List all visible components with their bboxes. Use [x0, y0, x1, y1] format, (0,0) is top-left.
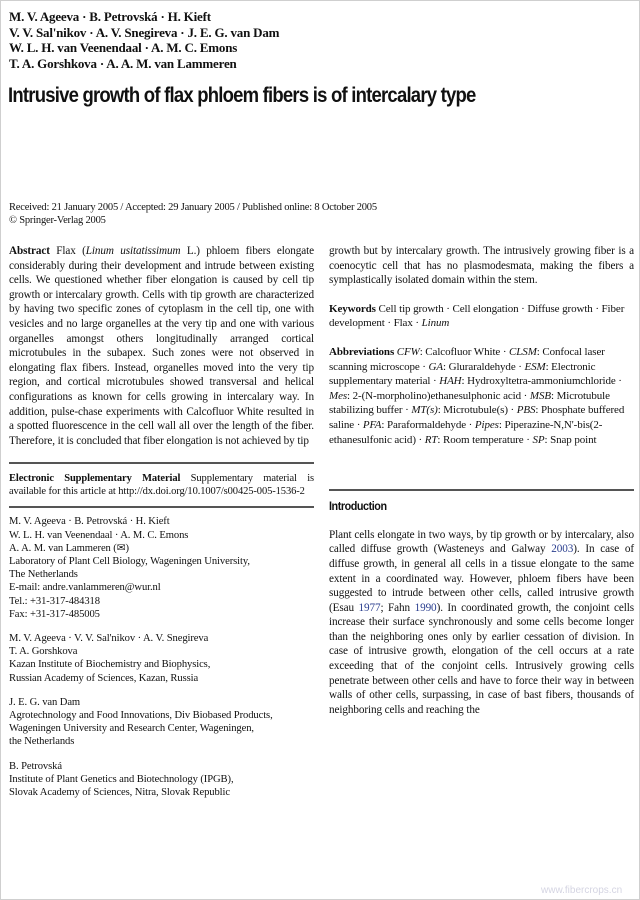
abstract-label: Abstract — [9, 245, 50, 257]
divider — [9, 506, 314, 508]
citation-link[interactable]: 1977 — [358, 601, 381, 614]
abstract: Abstract Flax (Linum usitatissimum L.) phloem fibers elongate considerably during their development and intrude between existing cells. We questioned whether fiber elongation is caused by cell tip growth or intercalary growth. Cells with tip growth are characterized by having two specific zones of cytoplasm in the cell tip, one with vesicles and no large organelles at the very tip and one with various organelles amongst others longitudinally arranged cortical microtubules in the subapex. Such zones were not observed in elongating flax fibers. Instead, organelles moved into the very tip region, and cortical microtubules showed transversal and helical configurations as known for cells growing in intercalary way. In addition, pulse-chase experiments with Calcofluor White resulted in a spotted fluorescence in the cell wall all over the length of the fiber. Therefore, it is concluded that fiber elongation is not achieved by tip — [9, 245, 314, 447]
affiliation-block: B. Petrovská Institute of Plant Genetics and Biotechnology (IPGB), Slovak Academy of Sciences, Nitra, Slovak Republic — [9, 760, 234, 798]
esm-label: Electronic Supplementary Material — [9, 473, 181, 485]
divider — [9, 462, 314, 464]
divider — [329, 489, 634, 491]
left-column — [9, 244, 314, 810]
citation-link[interactable]: 2003 — [551, 543, 574, 556]
species-name: Linum usitatissimum — [85, 245, 181, 257]
abstract-continued: growth but by intercalary growth. The intrusively growing fiber is a coenocytic cell that has no plasmodesmata, making the fibers a symplastically isolated domain within the stem. — [329, 245, 634, 287]
paper-title: Intrusive growth of flax phloem fibers is of intercalary type — [8, 83, 476, 107]
affiliation-block: M. V. Ageeva · V. V. Sal'nikov · A. V. Snegireva T. A. Gorshkova Kazan Institute of Biochemistry and Biophysics, Russian Academy of Sciences, Kazan, Russia — [9, 632, 211, 684]
esm-note — [9, 472, 314, 498]
affiliation-block: J. E. G. van Dam Agrotechnology and Food Innovations, Div Biobased Products, Wageningen University and Research Center, Wageningen, the Netherlands — [9, 696, 273, 748]
copyright: © Springer-Verlag 2005 — [9, 214, 106, 226]
keywords-label: Keywords — [329, 302, 376, 315]
esm-link-text[interactable]: Supplementary material is available for this article at http://dx.doi.org/10.1007/s00425-005-1536-2 — [9, 473, 314, 498]
keywords: Keywords Cell tip growth · Cell elongation · Diffuse growth · Fiber development · Flax · Linum — [329, 302, 625, 330]
affiliations — [9, 515, 314, 799]
email[interactable]: E-mail: andre.vanlammeren@wur.nl — [9, 582, 161, 594]
abbreviations-label: Abbreviations — [329, 345, 395, 358]
abstract-text: L.) phloem fibers elongate considerably during their development and intrude between existing cells. We questioned whether fiber elongation is caused by cell tip growth or intercalary growth. Cells with tip growth are characterized by having two specific zones of cytoplasm in the cell tip, one with vesicles and no large organelles at the very tip and one with various organelles amongst others longitudinally arranged cortical microtubules in the subapex. Such zones were not observed in elongating flax fibers. Instead, organelles moved into the very tip region, and cortical microtubules showed transversal and helical configurations as known for cells growing in intercalary way. In addition, pulse-chase experiments with Calcofluor White resulted in a spotted fluorescence in the cell wall all over the length of the fiber. Therefore, it is concluded that fiber elongation is not achieved by tip — [9, 245, 314, 447]
corresponding-author: A. A. M. van Lammeren (✉) — [9, 542, 129, 554]
affiliation-block: M. V. Ageeva · B. Petrovská · H. Kieft W. L. H. van Veenendaal · A. M. C. Emons A. A. M. van Lammeren (✉) Laboratory of Plant Cell Biology, Wageningen University, The Netherlands E-mail: andre.vanlammeren@wur.nl Tel.: +31-317-484318 Fax: +31-317-485005 — [9, 515, 314, 621]
citation-link[interactable]: 1990 — [414, 601, 437, 614]
author-list — [9, 9, 279, 71]
phone: Tel.: +31-317-484318 — [9, 595, 100, 607]
author-line: V. V. Sal'nikov · A. V. Snegireva · J. E. G. van Dam — [9, 24, 280, 40]
introduction-text: Plant cells elongate in two ways, by tip growth or by intercalary, also called diffuse growth (Wasteneys and Galway 2003). In case of diffuse growth, in general all cells in a tissue elongate to the same extent in a coordinated way. However, phloem fibers have been suggested to intrude between other cells, called intrusive growth (Esau 1977; Fahn 1990). In coordinated growth, the conjoint cells increase their surface synchronously and some cells become longer than the neighboring ones only by earlier cessation of division. In case of intrusive growth, elongation of the cell occurs at a rate exceeding that of the conjoint cells. Intrusively growing cells penetrate between other cells and have to force their way in between walls of other cells, surpassing, in case of bast fibers, thousands of neighboring cells and reaching the — [329, 528, 634, 716]
fax: Fax: +31-317-485005 — [9, 608, 100, 620]
abbreviations: Abbreviations CFW: Calcofluor White · CLSM: Confocal laser scanning microscope · GA: Gluraraldehyde · ESM: Electronic supplementary material · HAH: Hydroxyltetra-ammoniumchloride · Mes: 2-(N-morpholino)ethanesulphonic acid · MSB: Microtubule stabilizing buffer · MT(s): Microtubule(s) · PBS: Phosphate buffered saline · PFA: Paraformaldehyde · Pipes: Piperazine-N,N'-bis(2-ethanesulfonic acid) · RT: Room temperature · SP: Snap point — [329, 345, 625, 446]
author-line: T. A. Gorshkova · A. A. M. van Lammeren — [9, 55, 237, 71]
right-column — [329, 244, 634, 717]
watermark: www.fibercrops.cn — [541, 885, 623, 896]
received-accepted-published: Received: 21 January 2005 / Accepted: 29 January 2005 / Published online: 8 October 2005 — [9, 202, 377, 213]
author-line: W. L. H. van Veenendaal · A. M. C. Emons — [9, 40, 238, 55]
section-heading-introduction: Introduction — [329, 499, 387, 514]
author-line: M. V. Ageeva · B. Petrovská · H. Kieft — [9, 9, 211, 24]
publication-dates — [9, 202, 377, 227]
